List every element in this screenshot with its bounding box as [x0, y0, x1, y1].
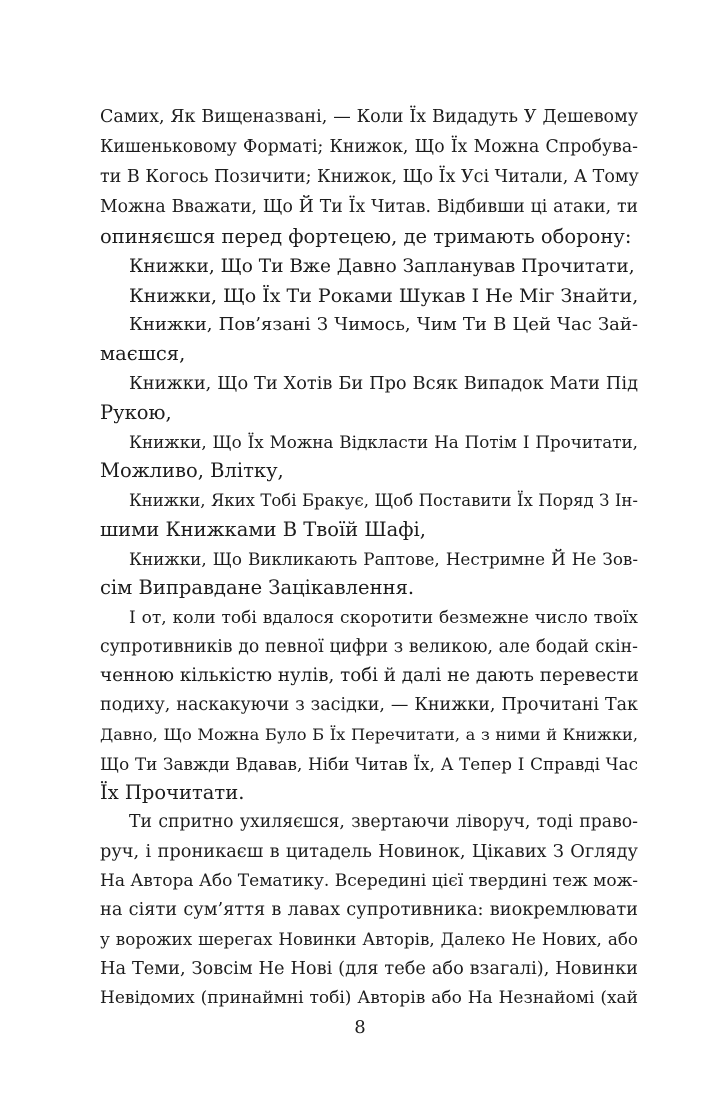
text-line: Ти спритно ухиляєшся, звертаючи ліворуч, тоді право-: [129, 812, 638, 832]
text-line: руч, і проникаєш в цитадель Новинок, Цікавих З Огляду: [100, 842, 638, 862]
text-line: Кишеньковому Форматі; Книжок, Що Їх Можна Спробува-: [100, 137, 638, 157]
text-line: ченною кількістю нулів, тобі й далі не дають перевести: [100, 665, 639, 686]
text-line: ти В Когось Позичити; Книжок, Що Їх Усі Читали, А Тому: [100, 167, 639, 187]
text-line: Їх Прочитати.: [100, 781, 245, 804]
text-line: Книжки, Що Викликають Раптове, Нестримне Й Не Зов-: [129, 549, 638, 569]
text-line: Книжки, Яких Тобі Бракує, Щоб Поставити Їх Поряд З Ін-: [129, 491, 638, 510]
text-line: Книжки, Пов’язані З Чимось, Чим Ти В Цей Час Зай-: [129, 314, 638, 335]
text-line: на сіяти сум’яття в лавах супротивника: виокремлювати: [100, 900, 638, 920]
text-line: Книжки, Що Їх Ти Роками Шукав І Не Міг Знайти,: [129, 285, 639, 307]
text-line: шими Книжками В Твоїй Шафі,: [100, 518, 426, 541]
text-line: Книжки, Що Їх Можна Відкласти На Потім І Прочитати,: [129, 432, 638, 452]
text-line: Рукою,: [100, 401, 172, 424]
text-line: І от, коли тобі вдалося скоротити безмежне число твоїх: [129, 608, 638, 628]
text-line: Можливо, Влітку,: [100, 459, 284, 482]
text-line: Що Ти Завжди Вдавав, Ніби Читав Їх, А Тепер І Справді Час: [100, 754, 638, 774]
text-line: сім Виправдане Зацікавлення.: [100, 576, 415, 599]
text-line: у ворожих шерегах Новинки Авторів, Далеко Не Нових, або: [100, 929, 638, 949]
text-line: Книжки, Що Ти Хотів Би Про Всяк Випадок Мати Під: [129, 374, 638, 394]
text-line: На Автора Або Тематику. Всередині цієї твердині теж мож-: [100, 871, 638, 891]
text-line: Самих, Як Вищеназвані, — Коли Їх Видадуть У Дешевому: [100, 107, 638, 127]
text-line: На Теми, Зовсім Не Нові (для тебе або взагалі), Новинки: [100, 959, 638, 979]
text-line: Книжки, Що Ти Вже Давно Запланував Прочитати,: [129, 256, 635, 277]
text-line: Можна Вважати, Що Й Ти Їх Читав. Відбивши ці атаки, ти: [100, 197, 638, 217]
text-line: супротивників до певної цифри з великою, але бодай скін-: [100, 637, 638, 657]
page-number: 8: [354, 1017, 366, 1038]
text-line: Давно, Що Можна Було Б Їх Перечитати, а з ними й Книжки,: [100, 725, 638, 744]
text-line: опиняєшся перед фортецею, де тримають оборону:: [100, 225, 632, 248]
text-line: маєшся,: [100, 342, 186, 365]
text-line: подиху, наскакуючи з засідки, — Книжки, Прочитані Так: [100, 695, 638, 715]
text-line: Невідомих (принаймні тобі) Авторів або На Незнайомі (хай: [100, 988, 638, 1008]
